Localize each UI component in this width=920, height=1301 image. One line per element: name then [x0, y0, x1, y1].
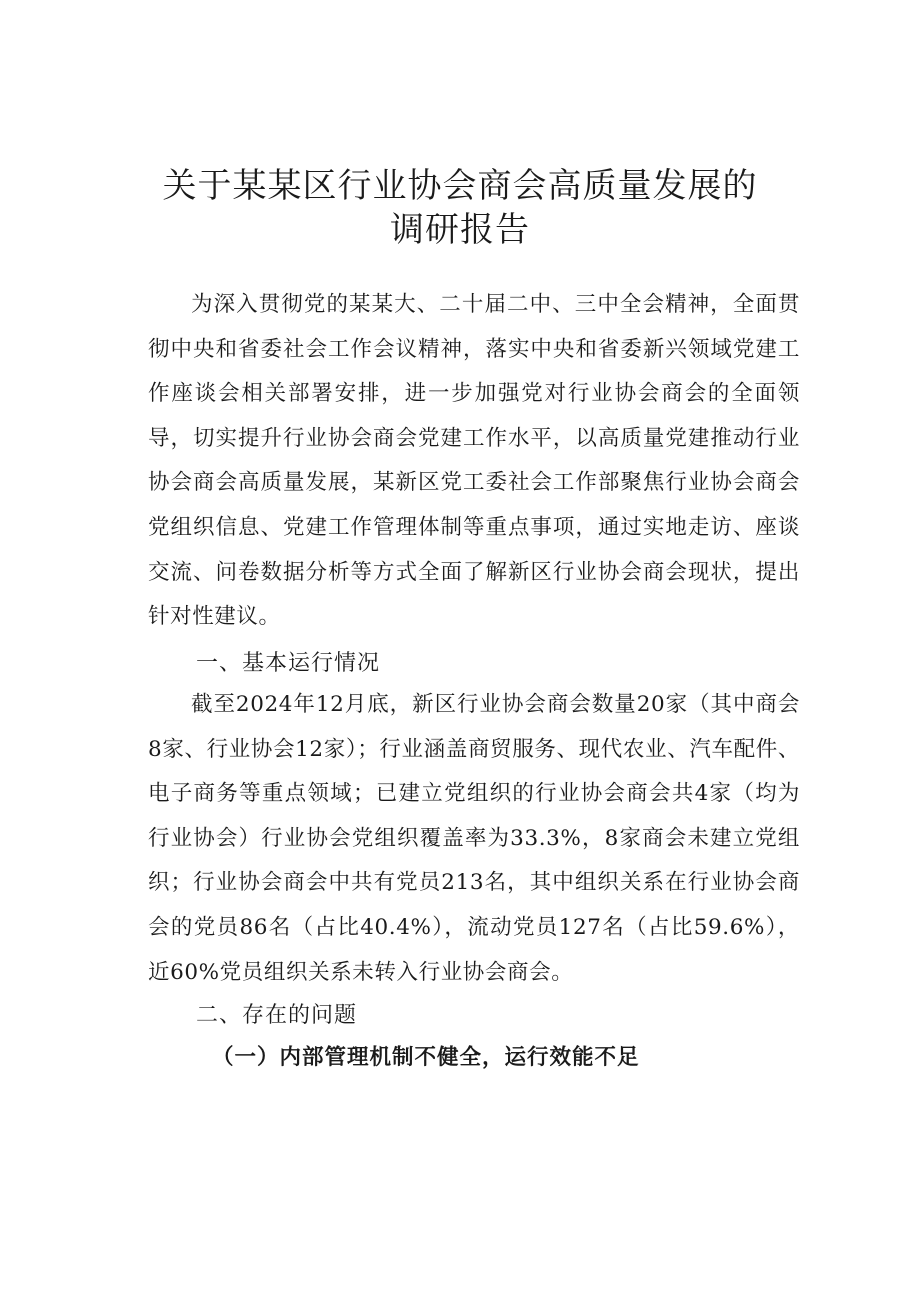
section-paragraph-basic-operation: 截至2024年12月底，新区行业协会商会数量20家（其中商会8家、行业协会12家）；行业涵盖商贸服务、现代农业、汽车配件、电子商务等重点领域；已建立党组织的行业协会商会共4家（均为行业协会）行业协会党组织覆盖率为33.3%，8家商会未建立党组织；行业协会商会中共有党员213名，其中组织关系在行业协会商会的党员86名（占比40.4%），流动党员127名（占比59.6%），近60%党员组织关系未转入行业协会商会。	[148, 692, 800, 985]
section-heading-basic-operation: 一、基本运行情况	[196, 651, 381, 676]
document-title-line-1: 关于某某区行业协会商会高质量发展的	[162, 166, 758, 206]
document-title-line-2: 调研报告	[390, 210, 530, 250]
intro-paragraph: 为深入贯彻党的某某大、二十届二中、三中全会精神，全面贯彻中央和省委社会工作会议精神，落实中央和省委新兴领域党建工作座谈会相关部署安排，进一步加强党对行业协会商会的全面领导，切实提升行业协会商会党建工作水平，以高质量党建推动行业协会商会高质量发展，某新区党工委社会工作部聚焦行业协会商会党组织信息、党建工作管理体制等重点事项，通过实地走访、座谈交流、问卷数据分析等方式全面了解新区行业协会商会现状，提出针对性建议。	[148, 292, 800, 630]
subsection-heading-internal-management: （一）内部管理机制不健全，运行效能不足	[212, 1045, 640, 1070]
section-heading-existing-problems: 二、存在的问题	[196, 1003, 358, 1028]
